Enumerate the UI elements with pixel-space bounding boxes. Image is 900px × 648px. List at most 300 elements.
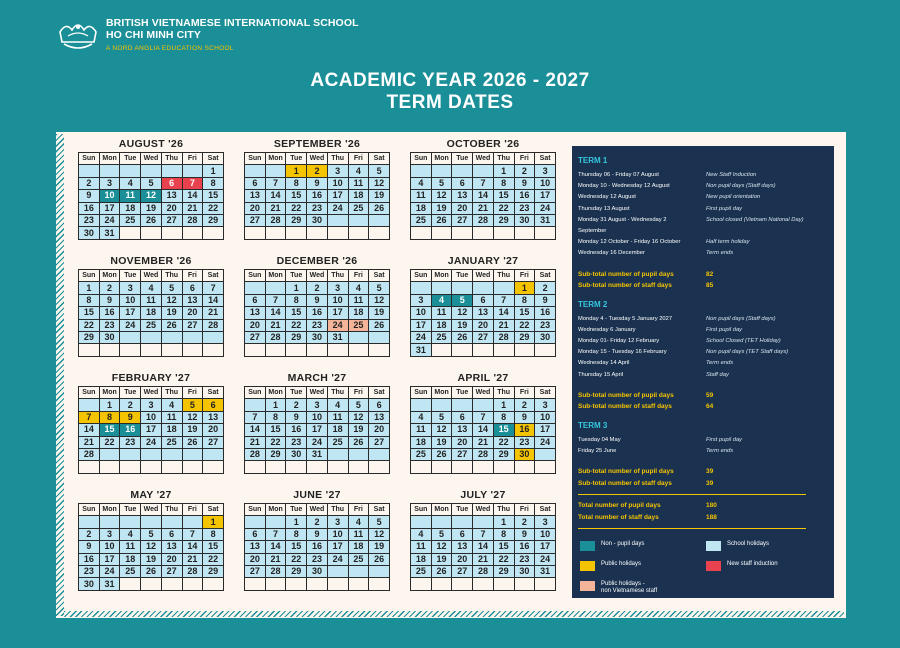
empty-cell	[348, 461, 369, 473]
day-cell: 4	[161, 399, 182, 411]
day-cell: 14	[182, 190, 203, 202]
day-cell: 19	[369, 541, 390, 553]
empty-cell	[265, 578, 286, 590]
date-text: Wednesday 6 January	[578, 326, 636, 333]
weekday-header: Wed	[473, 387, 494, 399]
empty-cell	[307, 227, 328, 239]
day-cell: 3	[327, 516, 348, 528]
empty-cell	[452, 461, 473, 473]
empty-cell	[120, 227, 141, 239]
day-cell: 9	[307, 528, 328, 540]
term2-row	[578, 358, 828, 369]
day-cell: 23	[307, 202, 328, 214]
day-cell: 17	[120, 307, 141, 319]
day-cell: 17	[327, 541, 348, 553]
day-cell: 13	[203, 411, 224, 423]
term2-heading: TERM 2	[578, 299, 608, 309]
day-cell: 25	[348, 319, 369, 331]
day-cell: 12	[348, 411, 369, 423]
day-cell: 22	[493, 553, 514, 565]
weekday-header: Sat	[203, 270, 224, 282]
empty-cell	[348, 578, 369, 590]
day-cell: 1	[286, 516, 307, 528]
day-cell: 26	[348, 436, 369, 448]
day-cell: 28	[245, 448, 266, 460]
weekday-header: Sun	[245, 387, 266, 399]
empty-cell	[245, 461, 266, 473]
empty-cell	[431, 461, 452, 473]
day-cell: 6	[452, 177, 473, 189]
empty-cell	[369, 331, 390, 343]
empty-cell	[535, 227, 556, 239]
empty-cell	[411, 165, 432, 177]
term1-row	[578, 226, 828, 237]
weekday-header: Thu	[161, 153, 182, 165]
month-calendar	[410, 137, 556, 240]
month-name: MAY '27	[130, 489, 172, 501]
date-text: Wednesday 16 December	[578, 250, 645, 257]
empty-cell	[203, 344, 224, 356]
weekday-header: Tue	[286, 153, 307, 165]
month-grid	[244, 386, 390, 474]
day-cell: 16	[514, 541, 535, 553]
date-text: Wednesday 12 August	[578, 194, 636, 201]
day-cell: 8	[99, 411, 120, 423]
day-cell: 6	[452, 528, 473, 540]
month-name: DECEMBER '26	[276, 255, 358, 267]
day-cell: 4	[327, 399, 348, 411]
day-cell: 22	[286, 553, 307, 565]
term1-row	[578, 215, 828, 226]
day-cell: 14	[265, 541, 286, 553]
day-cell: 12	[161, 294, 182, 306]
day-cell: 26	[182, 436, 203, 448]
month-grid	[244, 269, 390, 357]
day-cell: 22	[493, 202, 514, 214]
empty-cell	[245, 165, 266, 177]
day-cell: 11	[348, 294, 369, 306]
day-cell: 18	[411, 436, 432, 448]
day-cell: 21	[493, 319, 514, 331]
empty-cell	[369, 461, 390, 473]
day-cell: 28	[203, 319, 224, 331]
day-cell: 27	[203, 436, 224, 448]
empty-cell	[99, 344, 120, 356]
day-cell: 1	[203, 165, 224, 177]
day-cell: 26	[431, 214, 452, 226]
day-cell: 5	[161, 282, 182, 294]
day-cell: 28	[473, 565, 494, 577]
weekday-header: Thu	[161, 504, 182, 516]
day-cell: 13	[452, 424, 473, 436]
event-text: New pupil orientation	[706, 194, 761, 201]
day-cell: 11	[411, 190, 432, 202]
month-grid	[78, 152, 224, 240]
day-cell: 2	[120, 399, 141, 411]
empty-cell	[245, 344, 266, 356]
empty-cell	[141, 516, 162, 528]
day-cell: 21	[265, 202, 286, 214]
day-cell: 3	[99, 177, 120, 189]
month-name: NOVEMBER '26	[110, 255, 192, 267]
day-cell: 21	[265, 319, 286, 331]
weekday-header: Tue	[120, 387, 141, 399]
weekday-header: Sun	[79, 153, 100, 165]
day-cell: 5	[182, 399, 203, 411]
term2-row	[578, 336, 828, 347]
day-cell: 7	[245, 411, 266, 423]
weekday-header: Fri	[514, 270, 535, 282]
day-cell: 9	[79, 190, 100, 202]
day-cell: 3	[535, 399, 556, 411]
day-cell: 27	[452, 214, 473, 226]
day-cell: 21	[203, 307, 224, 319]
empty-cell	[348, 227, 369, 239]
day-cell: 1	[493, 399, 514, 411]
weekday-header: Sun	[411, 387, 432, 399]
day-cell: 13	[452, 541, 473, 553]
date-text: Wednesday 14 April	[578, 360, 630, 367]
day-cell: 19	[141, 553, 162, 565]
day-cell: 11	[411, 424, 432, 436]
day-cell: 18	[411, 553, 432, 565]
weekday-header: Tue	[120, 504, 141, 516]
weekday-header: Mon	[265, 153, 286, 165]
weekday-header: Wed	[141, 504, 162, 516]
event-text: School Closed (TET Holiday)	[706, 338, 781, 345]
day-cell: 10	[535, 177, 556, 189]
day-cell: 18	[431, 319, 452, 331]
legend-non-pupil: Non - pupil days	[580, 541, 644, 551]
day-cell: 2	[99, 282, 120, 294]
empty-cell	[452, 399, 473, 411]
day-cell: 5	[431, 411, 452, 423]
empty-cell	[535, 344, 556, 356]
term1-subtotal-pupil: Sub-total number of pupil days 82	[578, 270, 714, 278]
weekday-header: Thu	[327, 504, 348, 516]
day-cell: 13	[473, 307, 494, 319]
empty-cell	[245, 516, 266, 528]
day-cell: 20	[245, 553, 266, 565]
day-cell: 8	[514, 294, 535, 306]
day-cell: 25	[161, 436, 182, 448]
day-cell: 19	[431, 202, 452, 214]
empty-cell	[182, 331, 203, 343]
term-dates-panel	[572, 146, 834, 598]
day-cell: 6	[161, 528, 182, 540]
day-cell: 24	[535, 202, 556, 214]
event-text: Staff day	[706, 371, 729, 378]
event-text: First pupil day	[706, 436, 743, 443]
day-cell: 30	[514, 448, 535, 460]
day-cell: 13	[369, 411, 390, 423]
day-cell: 6	[473, 294, 494, 306]
day-cell: 9	[514, 411, 535, 423]
day-cell: 20	[452, 553, 473, 565]
day-cell: 17	[307, 424, 328, 436]
legend-swatch	[580, 561, 595, 571]
empty-cell	[535, 461, 556, 473]
weekday-header: Wed	[473, 270, 494, 282]
day-cell: 6	[245, 177, 266, 189]
date-text: Monday 12 October - Friday 16 October	[578, 239, 681, 246]
event-text: Term ends	[706, 250, 734, 257]
day-cell: 29	[203, 565, 224, 577]
day-cell: 11	[348, 528, 369, 540]
term1-row	[578, 181, 828, 192]
empty-cell	[161, 578, 182, 590]
day-cell: 22	[79, 319, 100, 331]
day-cell: 22	[493, 436, 514, 448]
day-cell: 25	[141, 319, 162, 331]
day-cell: 26	[141, 214, 162, 226]
term2-rows	[578, 314, 828, 381]
day-cell: 20	[452, 202, 473, 214]
day-cell: 15	[493, 190, 514, 202]
month-grid	[410, 503, 556, 591]
day-cell: 2	[514, 399, 535, 411]
weekday-header: Tue	[120, 153, 141, 165]
day-cell: 11	[120, 190, 141, 202]
term2-row	[578, 347, 828, 358]
day-cell: 8	[493, 177, 514, 189]
day-cell: 28	[182, 214, 203, 226]
empty-cell	[327, 565, 348, 577]
day-cell: 15	[514, 307, 535, 319]
month-calendar	[410, 254, 556, 357]
weekday-header: Sat	[369, 504, 390, 516]
day-cell: 6	[182, 282, 203, 294]
event-text: First pupil day	[706, 326, 743, 333]
day-cell: 6	[452, 411, 473, 423]
day-cell: 24	[307, 436, 328, 448]
month-name: JUNE '27	[293, 489, 341, 501]
weekday-header: Thu	[493, 270, 514, 282]
empty-cell	[79, 399, 100, 411]
weekday-header: Sat	[535, 504, 556, 516]
day-cell: 9	[535, 294, 556, 306]
day-cell: 4	[411, 528, 432, 540]
empty-cell	[182, 448, 203, 460]
empty-cell	[245, 399, 266, 411]
day-cell: 13	[182, 294, 203, 306]
month-calendar	[244, 254, 390, 357]
day-cell: 25	[348, 553, 369, 565]
day-cell: 1	[203, 516, 224, 528]
date-text: Monday 31 August - Wednesday 2	[578, 216, 667, 223]
empty-cell	[452, 344, 473, 356]
empty-cell	[79, 516, 100, 528]
divider	[578, 528, 806, 529]
weekday-header: Sun	[245, 270, 266, 282]
day-cell: 24	[535, 553, 556, 565]
day-cell: 23	[79, 565, 100, 577]
day-cell: 15	[203, 190, 224, 202]
empty-cell	[348, 344, 369, 356]
weekday-header: Thu	[493, 387, 514, 399]
empty-cell	[161, 165, 182, 177]
day-cell: 4	[431, 294, 452, 306]
day-cell: 23	[307, 319, 328, 331]
day-cell: 10	[327, 528, 348, 540]
day-cell: 23	[286, 436, 307, 448]
term1-rows	[578, 170, 828, 260]
day-cell: 27	[161, 214, 182, 226]
total-pupil-days: Total number of pupil days 180	[578, 502, 717, 510]
empty-cell	[286, 344, 307, 356]
empty-cell	[493, 461, 514, 473]
day-cell: 7	[493, 294, 514, 306]
school-crest-icon	[56, 18, 100, 52]
day-cell: 10	[99, 541, 120, 553]
day-cell: 16	[79, 553, 100, 565]
day-cell: 7	[79, 411, 100, 423]
month-grid	[78, 503, 224, 591]
day-cell: 28	[182, 565, 203, 577]
weekday-header: Sat	[369, 387, 390, 399]
weekday-header: Fri	[514, 387, 535, 399]
day-cell: 12	[369, 177, 390, 189]
day-cell: 26	[369, 553, 390, 565]
weekday-header: Mon	[431, 504, 452, 516]
empty-cell	[203, 578, 224, 590]
day-cell: 9	[286, 411, 307, 423]
weekday-header: Fri	[514, 153, 535, 165]
day-cell: 2	[514, 165, 535, 177]
day-cell: 7	[473, 411, 494, 423]
day-cell: 21	[79, 436, 100, 448]
empty-cell	[493, 282, 514, 294]
day-cell: 24	[141, 436, 162, 448]
weekday-header: Sat	[535, 153, 556, 165]
day-cell: 2	[79, 528, 100, 540]
day-cell: 28	[79, 448, 100, 460]
day-cell: 15	[286, 190, 307, 202]
day-cell: 15	[79, 307, 100, 319]
empty-cell	[307, 461, 328, 473]
weekday-header: Mon	[99, 504, 120, 516]
month-calendar	[78, 371, 224, 474]
weekday-header: Sun	[245, 153, 266, 165]
day-cell: 17	[411, 319, 432, 331]
empty-cell	[203, 461, 224, 473]
day-cell: 6	[245, 294, 266, 306]
empty-cell	[369, 227, 390, 239]
day-cell: 23	[514, 553, 535, 565]
empty-cell	[182, 461, 203, 473]
weekday-header: Sun	[79, 504, 100, 516]
day-cell: 13	[245, 307, 266, 319]
weekday-header: Mon	[265, 387, 286, 399]
day-cell: 18	[327, 424, 348, 436]
term2-row	[578, 314, 828, 325]
weekday-header: Sun	[411, 504, 432, 516]
day-cell: 1	[286, 165, 307, 177]
month-calendar	[244, 488, 390, 591]
weekday-header: Thu	[493, 504, 514, 516]
date-text: Monday 15 - Tuesday 16 February	[578, 349, 667, 356]
weekday-header: Mon	[431, 387, 452, 399]
empty-cell	[473, 516, 494, 528]
day-cell: 8	[286, 294, 307, 306]
total-staff-days: Total number of staff days 188	[578, 513, 717, 521]
empty-cell	[245, 282, 266, 294]
empty-cell	[286, 227, 307, 239]
day-cell: 10	[535, 528, 556, 540]
date-text: September	[578, 228, 607, 235]
day-cell: 4	[348, 165, 369, 177]
day-cell: 12	[431, 190, 452, 202]
term3-heading: TERM 3	[578, 420, 608, 430]
day-cell: 2	[307, 165, 328, 177]
day-cell: 16	[79, 202, 100, 214]
weekday-header: Sat	[203, 153, 224, 165]
weekday-header: Thu	[327, 153, 348, 165]
day-cell: 13	[245, 190, 266, 202]
empty-cell	[79, 344, 100, 356]
empty-cell	[141, 448, 162, 460]
date-text: Thursday 06 - Friday 07 August	[578, 172, 659, 178]
day-cell: 4	[348, 282, 369, 294]
empty-cell	[411, 282, 432, 294]
day-cell: 12	[452, 307, 473, 319]
day-cell: 13	[245, 541, 266, 553]
day-cell: 8	[79, 294, 100, 306]
day-cell: 5	[431, 177, 452, 189]
day-cell: 14	[265, 190, 286, 202]
weekday-header: Sun	[79, 387, 100, 399]
day-cell: 6	[369, 399, 390, 411]
day-cell: 24	[327, 553, 348, 565]
empty-cell	[514, 461, 535, 473]
weekday-header: Mon	[431, 153, 452, 165]
empty-cell	[161, 448, 182, 460]
weekday-header: Fri	[348, 387, 369, 399]
decorative-stripe-left	[56, 134, 64, 616]
month-name: JANUARY '27	[447, 255, 519, 267]
weekday-header: Sat	[535, 387, 556, 399]
empty-cell	[307, 578, 328, 590]
day-cell: 29	[286, 331, 307, 343]
day-cell: 6	[161, 177, 182, 189]
day-cell: 17	[327, 307, 348, 319]
empty-cell	[452, 282, 473, 294]
day-cell: 3	[327, 282, 348, 294]
day-cell: 5	[369, 516, 390, 528]
day-cell: 20	[245, 319, 266, 331]
day-cell: 2	[535, 282, 556, 294]
empty-cell	[452, 578, 473, 590]
day-cell: 5	[369, 165, 390, 177]
weekday-header: Wed	[307, 270, 328, 282]
day-cell: 29	[493, 214, 514, 226]
empty-cell	[493, 344, 514, 356]
day-cell: 1	[79, 282, 100, 294]
event-text: New Staff Induction	[706, 172, 757, 178]
term1-subtotal-staff: Sub-total number of staff days 85	[578, 282, 714, 290]
day-cell: 22	[286, 202, 307, 214]
day-cell: 10	[141, 411, 162, 423]
day-cell: 26	[369, 202, 390, 214]
legend-public-holidays: Public holidays	[580, 561, 641, 571]
day-cell: 21	[245, 436, 266, 448]
empty-cell	[535, 578, 556, 590]
empty-cell	[327, 227, 348, 239]
empty-cell	[99, 165, 120, 177]
day-cell: 9	[514, 528, 535, 540]
day-cell: 16	[514, 190, 535, 202]
empty-cell	[514, 227, 535, 239]
